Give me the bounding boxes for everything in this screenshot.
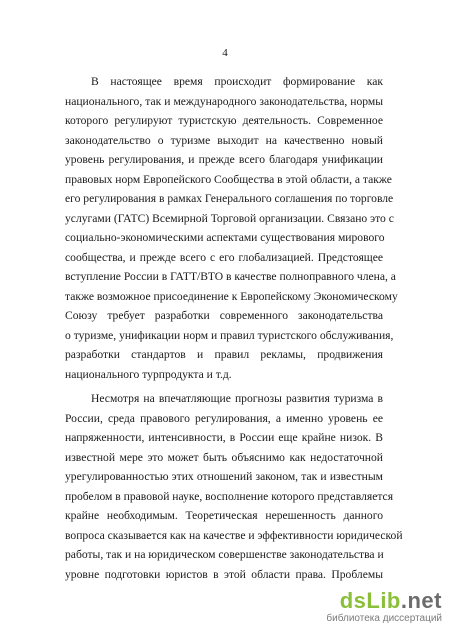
body-text [65,72,403,584]
logo-text-domain: .net [400,588,442,613]
text-line: Союзу требует разработки современного законодательства [65,309,383,322]
text-line: известной мере это может быть объяснимо как недостаточной [65,450,383,464]
text-line: услугами (ГАТС) Всемирной Торговой организации. Связано это с [65,211,394,225]
text-line: пробелом в правовой науке, восполнение которого представляется [65,489,394,503]
text-line: работы, так и на юридическом совершенстве законодательства и [65,548,384,561]
text-line: уровень регулирования, и прежде всего благодаря унификации [65,153,383,166]
text-line: урегулированностью этих отношений законом, так и известным [65,470,383,483]
text-line: напряженности, интенсивности, в России еще крайне низок. В [65,431,383,444]
text-line: также возможное присоединение к Европейскому Экономическому [65,289,398,303]
text-line: правовых норм Европейского Сообщества в этой области, а также [65,172,392,186]
text-line: вступление России в ГАТТ/ВТО в качестве полноправного члена, а [65,270,396,283]
page-number: 4 [222,47,228,59]
text-line: которого регулируют туристскую деятельность. Современное [65,114,383,127]
text-line: вопроса сказывается как на качестве и эффективности юридической [65,528,403,542]
paragraph-1 [65,72,398,384]
text-line: уровне подготовки юристов в этой области права. Проблемы [65,567,383,581]
logo-text-primary: dsLib [339,588,401,613]
dslib-watermark[interactable] [292,590,442,626]
text-line: Несмотря на впечатляющие прогнозы развития туризма в [91,392,383,405]
text-line: его регулирования в рамках Генерального соглашения по торговле [65,192,394,205]
text-line: В настоящее время происходит формирование как [91,75,383,88]
text-line: России, среда правового регулирования, а именно уровень ее [65,411,383,425]
text-line: законодательство о туризме выходит на качественно новый [65,133,383,147]
text-line: сообщества, и прежде всего с его глобализацией. Предстоящее [65,250,383,264]
text-line: национального турпродукта и т.д. [65,367,232,381]
text-line: национального, так и международного законодательства, нормы [65,94,383,108]
text-line: крайне необходимым. Теоретическая нерешенность данного [65,509,383,522]
watermark-subtitle: библиотека диссертаций [326,613,442,624]
text-line: социально-экономическими аспектами существования мирового [65,231,385,244]
text-line: о туризме, унификации норм и правил туристского обслуживания, [65,328,394,342]
dslib-logo[interactable] [340,590,442,612]
text-line: разработки стандартов и правил рекламы, продвижения [65,348,383,361]
paragraph-2 [65,389,403,584]
